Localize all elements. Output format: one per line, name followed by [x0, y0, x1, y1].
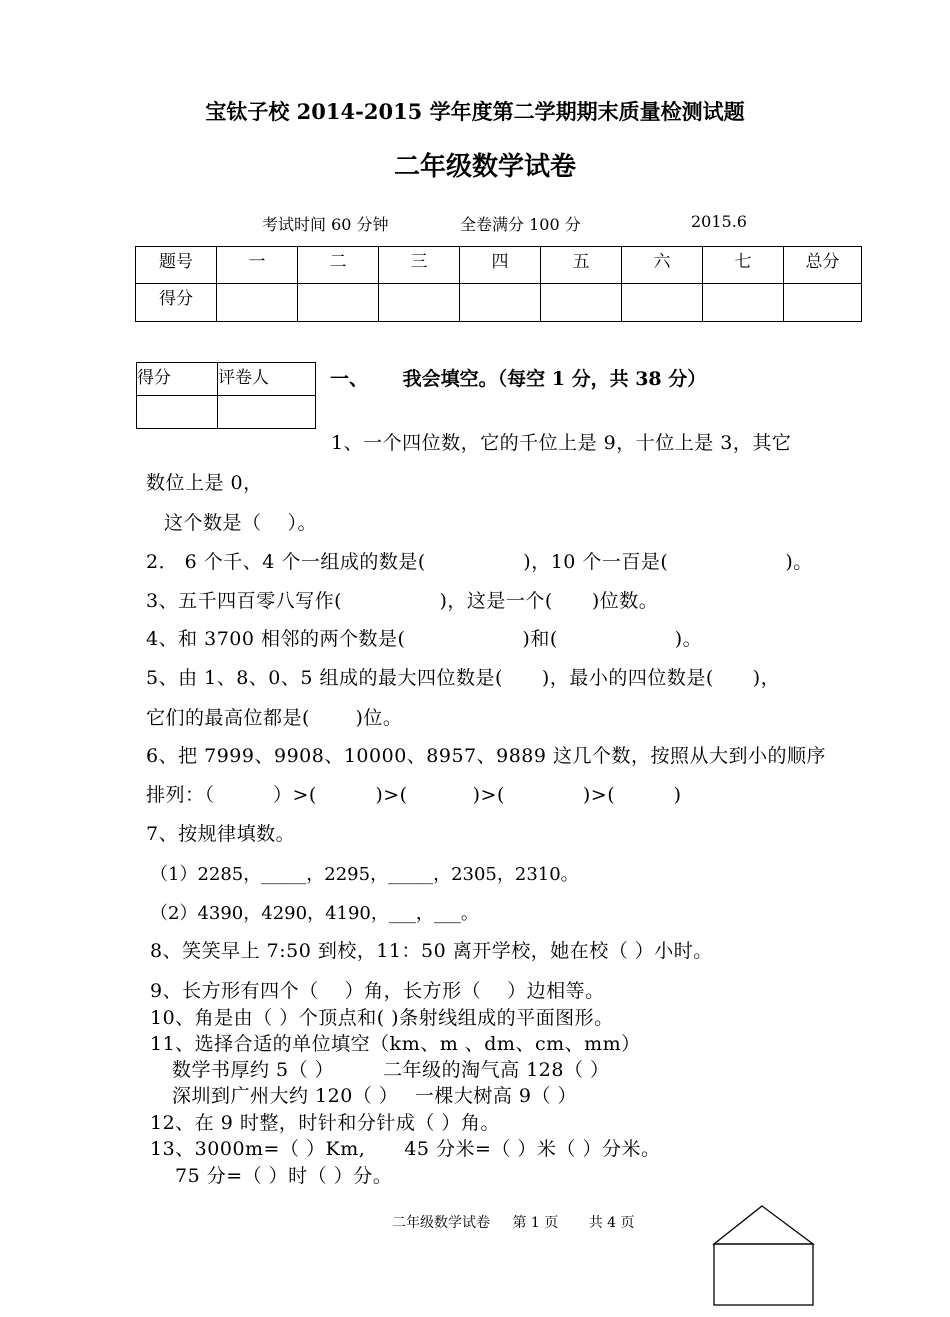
- question-12: 12、在 9 时整，时针和分针成（ ）角。: [150, 1112, 500, 1134]
- question-11: 11、选择合适的单位填空（km、m 、dm、cm、mm）: [150, 1033, 641, 1055]
- grader-name-cell[interactable]: [218, 396, 316, 429]
- score-cell[interactable]: [784, 284, 862, 322]
- full-score: 全卷满分 100 分: [460, 215, 581, 234]
- question-13: 13、3000m=（ ）Km, 45 分米=（ ）米（ ）分米。: [150, 1138, 661, 1160]
- question-11-line-2: 数学书厚约 5（ ） 二年级的淘气高 128（ ）: [172, 1059, 610, 1081]
- footer-total-pages: 共 4 页: [588, 1215, 635, 1231]
- score-cell[interactable]: [217, 284, 298, 322]
- score-cell[interactable]: [541, 284, 622, 322]
- score-table: [135, 246, 862, 322]
- house-roof: [714, 1206, 813, 1244]
- question-8: 8、笑笑早上 7:50 到校，11：50 离开学校，她在校（ ）小时。: [150, 940, 713, 962]
- score-table-score-row: [136, 284, 862, 322]
- question-6-line-2: 排列：（ ）>( )>( )>( )>( ): [146, 784, 682, 806]
- score-header-cell: 六: [622, 247, 703, 284]
- score-cell[interactable]: [379, 284, 460, 322]
- section-1-number: 一、: [330, 368, 369, 390]
- score-header-cell: 题号: [136, 247, 217, 284]
- score-table-header-row: [136, 247, 862, 284]
- question-11-line-3: 深圳到广州大约 120（ ） 一棵大树高 9（ ）: [172, 1085, 578, 1107]
- score-header-cell: 五: [541, 247, 622, 284]
- score-header-cell: 四: [460, 247, 541, 284]
- question-5-line-1: 5、由 1、8、0、5 组成的最大四位数是( )，最小的四位数是( )，: [146, 667, 781, 689]
- exam-date: 2015.6: [691, 212, 747, 231]
- house-drawing: [712, 1204, 816, 1308]
- question-1-line-3: 这个数是（ ）。: [164, 512, 318, 534]
- score-cell[interactable]: [298, 284, 379, 322]
- footer-exam-name: 二年级数学试卷: [392, 1215, 490, 1231]
- question-5-line-2: 它们的最高位都是( )位。: [146, 707, 403, 729]
- exam-title: 二年级数学试卷: [393, 152, 576, 182]
- footer-page-number: 第 1 页: [512, 1215, 559, 1231]
- score-cell[interactable]: [622, 284, 703, 322]
- grader-score-cell[interactable]: [137, 396, 218, 429]
- question-1-line-2: 数位上是 0，: [146, 472, 263, 494]
- question-13-line-2: 75 分=（ ）时（ ）分。: [175, 1165, 393, 1187]
- grader-table: [136, 362, 316, 429]
- score-cell[interactable]: [703, 284, 784, 322]
- question-9: 9、长方形有四个（ ）角，长方形（ ）边相等。: [150, 980, 605, 1002]
- score-row-label: 得分: [136, 284, 217, 322]
- school-title: 宝钛子校 2014-2015 学年度第二学期期末质量检测试题: [205, 99, 745, 124]
- question-10: 10、角是由（ ）个顶点和( )条射线组成的平面图形。: [150, 1007, 614, 1029]
- section-1-title: 我会填空。（每空 1 分，共 38 分）: [402, 368, 707, 390]
- question-7-part-2: （2）4390，4290，4190，___，___。: [150, 903, 479, 924]
- score-cell[interactable]: [460, 284, 541, 322]
- question-1-line-1: 1、一个四位数，它的千位上是 9，十位上是 3，其它: [331, 432, 792, 454]
- page-footer: [392, 1212, 635, 1232]
- section-1-heading: [330, 364, 706, 391]
- score-header-cell: 二: [298, 247, 379, 284]
- grader-label: 评卷人: [218, 363, 316, 396]
- score-header-cell: 三: [379, 247, 460, 284]
- question-6-line-1: 6、把 7999、9908、10000、8957、9889 这几个数，按照从大到小的顺序: [146, 745, 827, 767]
- question-3: 3、五千四百零八写作( )，这是一个( )位数。: [146, 590, 659, 612]
- score-header-cell: 七: [703, 247, 784, 284]
- grader-score-label: 得分: [137, 363, 218, 396]
- question-7-part-1: （1）2285，_____，2295，_____，2305，2310。: [150, 864, 579, 885]
- question-7: 7、按规律填数。: [146, 823, 296, 845]
- house-body: [714, 1244, 813, 1305]
- score-header-cell: 一: [217, 247, 298, 284]
- question-2: 2． 6 个千、4 个一组成的数是( )，10 个一百是( )。: [146, 551, 813, 573]
- question-4: 4、和 3700 相邻的两个数是( )和( )。: [146, 628, 703, 650]
- exam-time: 考试时间 60 分钟: [262, 215, 389, 234]
- score-header-cell: 总分: [784, 247, 862, 284]
